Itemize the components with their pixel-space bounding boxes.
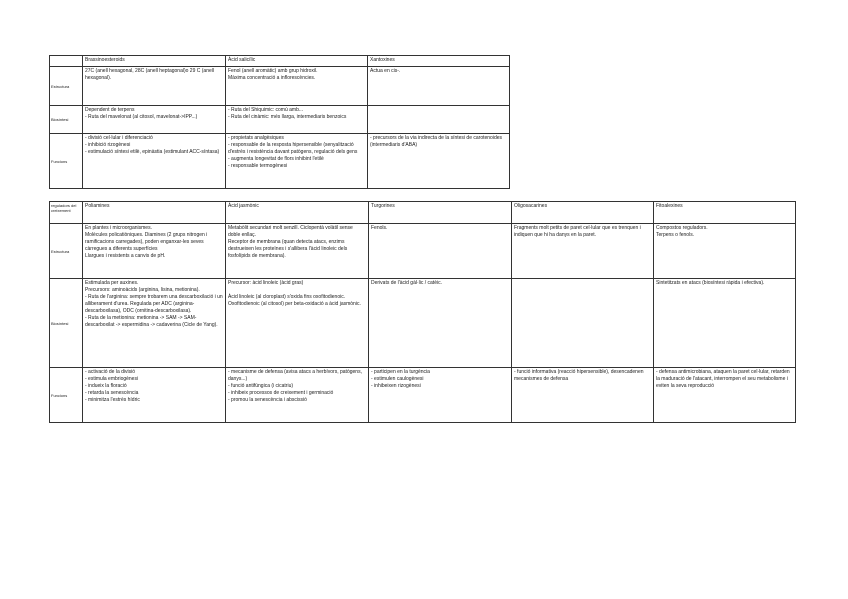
table-header-row — [50, 202, 796, 224]
table-row — [50, 67, 510, 106]
table-row — [50, 224, 796, 279]
header-cell: Oligosacarines — [512, 202, 654, 224]
header-cell: Poliamines — [83, 202, 226, 224]
row-label: Estructura — [50, 67, 83, 106]
table-cell — [512, 279, 654, 368]
table-row — [50, 134, 510, 189]
table-cell: Derivats de l'àcid gàl·lic / catèic. — [369, 279, 512, 368]
row-label: Funcions — [50, 368, 83, 423]
header-cell: Àcid salicílic — [226, 56, 368, 67]
header-cell: Àcid jasmònic — [226, 202, 369, 224]
table-hormones-2 — [49, 201, 796, 423]
table-cell: - precursors de la via indirecta de la síntesi de carotenoides (intermediaris d'ABA) — [368, 134, 510, 189]
header-cell: Turgorines — [369, 202, 512, 224]
table-cell: Fenol (anell aromàtic) amb grup hidroxil. Màxima concentració a inflorescències. — [226, 67, 368, 106]
table-cell: - propietats analgèsiques - responsable de la resposta hipersensible (senyalització d'estrès i resistència davant patògens, regulació dels gens - augmenta longevitat de flors inhibint l'etilè - responsable termogènesi — [226, 134, 368, 189]
corner-cell: reguladors del creixement — [50, 202, 83, 224]
table-cell: - funció informativa (reacció hipersensible), desencadenen mecanismes de defensa — [512, 368, 654, 423]
table-cell: - divisió cel·lular i diferenciació - inhibició rizogènesi - estimulació síntesi etilè, epinàstia (estimulant ACC-síntasa) — [83, 134, 226, 189]
table-cell: Estimulada per auxines. Precursors: aminoàcids (arginina, lisina, metionina). - Ruta de l'arginina: sempre trobarem una descarboxilació i un alliberament d'urea. Regulada per ADC (arginina-descarboxilasa), ODC (ornitina-descarboxilasa). - Ruta de la metionina: metionina -> SAM -> SAM-descarboxilat -> espermidina -> cadaverina (Cicle de Yang). — [83, 279, 226, 368]
table-cell: Fragments molt petits de paret cel·lular que es trenquen i indiquen que hi ha danys en la paret. — [512, 224, 654, 279]
header-cell: Brassinoesteroids — [83, 56, 226, 67]
table-header-row — [50, 56, 510, 67]
table-cell: - Ruta del Shiquimic: comú amb... - Ruta del cinàmic: més llarga, intermediaris benzoics — [226, 106, 368, 134]
header-cell: Xantoxines — [368, 56, 510, 67]
table-cell: Compostos reguladors. Terpens o fenols. — [654, 224, 796, 279]
row-label: Biosíntesi — [50, 106, 83, 134]
table-row — [50, 279, 796, 368]
row-label: Funcions — [50, 134, 83, 189]
table-row — [50, 368, 796, 423]
row-label: Biosíntesi — [50, 279, 83, 368]
table-cell: - defensa antimicrobiana, ataquen la paret cel·lular, retarden la maduració de l'atacant, interrompen el seu metabolisme i eviten la seva reproducció — [654, 368, 796, 423]
table-cell — [368, 106, 510, 134]
table-cell: Metabòlit secundari molt senzill. Ciclopentà volàtil sense doble enllaç. Receptor de membrana (quan detecta atacs, enzims destrueixen les proteïnes i s'allibera l'àcid linoleic dels fosfolípids de membrana). — [226, 224, 369, 279]
table-hormones-1 — [49, 55, 510, 189]
table-cell: Precursor: àcid linoleic (àcid gras) Àcid linoleic (al cloroplast) s'oxida fins oxofitodienoic. Oxofitodienoic (al citosol) per beta-oxidació a àcid jasmònic. — [226, 279, 369, 368]
table-cell: 27C (anell hexagonal, 28C (anell heptagonal)o 29 C (anell hexagonal). — [83, 67, 226, 106]
header-cell: Fitoalexines — [654, 202, 796, 224]
table-cell: En plantes i microorganismes. Molècules policatiòniques. Diamines (2 grups nitrogen i ramificacions carregades), poden enganxar-les seves càrregues a diferents superfícies Llargues i resistents a canvis de pH. — [83, 224, 226, 279]
table-cell: Dependent de terpens - Ruta del mavelonat (al citosol, mavelonat->IPP...) — [83, 106, 226, 134]
table-cell: Sintetitzats en atacs (biosíntesi ràpida i efectiva). — [654, 279, 796, 368]
header-cell — [50, 56, 83, 67]
row-label: Estructura — [50, 224, 83, 279]
table-cell: - mecanisme de defensa (avisa atacs a herbívors, patògens, danys...) - funció antifúngica (i cicatriu) - inhibeix processos de creixement i germinació - promou la senescència i abscissió — [226, 368, 369, 423]
table-row — [50, 106, 510, 134]
table-cell: - activació de la divisió - estimula embriogènesi - indueix la floració - retarda la senescència - minimitza l'estrès hídric — [83, 368, 226, 423]
table-cell: Fenols. — [369, 224, 512, 279]
table-cell: Actua en cis-. — [368, 67, 510, 106]
table-cell: - participen en la turgència - estimulen caulogènesi - inhibeixen rizogènesi — [369, 368, 512, 423]
